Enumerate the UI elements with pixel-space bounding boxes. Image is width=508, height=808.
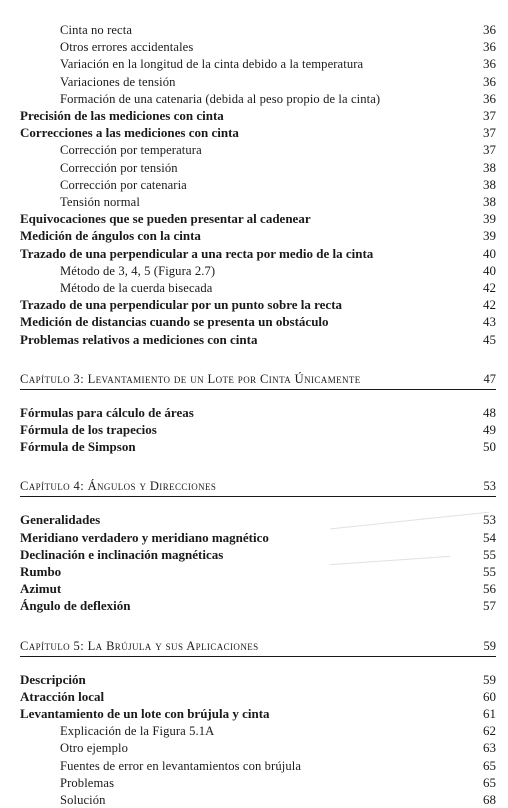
entry-page-number: 37 <box>483 142 496 158</box>
entry-page-number: 42 <box>483 280 496 295</box>
entry-title: Variaciones de tensión <box>60 74 176 89</box>
entry-title: Problemas relativos a mediciones con cinta <box>20 331 258 347</box>
entry-title: Azimut <box>20 581 62 597</box>
entry-page-number: 37 <box>483 108 496 123</box>
toc-subentry <box>20 263 496 279</box>
toc-subentry <box>20 775 496 791</box>
entry-page-number: 37 <box>483 125 496 141</box>
chapter-page-number: 47 <box>483 371 496 386</box>
toc-entry <box>20 332 496 348</box>
entry-title: Equivocaciones que se pueden presentar al cadenear <box>20 211 311 227</box>
toc-entry <box>20 125 496 141</box>
chapter-title: Capítulo 3: Levantamiento de un Lote por Cinta Únicamente <box>20 371 361 386</box>
entry-page-number: 56 <box>483 581 496 597</box>
entry-page-number: 50 <box>483 439 496 455</box>
entry-page-number: 36 <box>483 56 496 72</box>
entry-page-number: 54 <box>483 529 496 545</box>
toc-entry <box>20 689 496 705</box>
entry-page-number: 42 <box>483 297 496 313</box>
toc-entry <box>20 564 496 580</box>
entry-page-number: 36 <box>483 22 496 37</box>
entry-title: Otro ejemplo <box>60 741 128 756</box>
toc-subentry <box>20 142 496 158</box>
entry-title: Medición de distancias cuando se presenta un obstáculo <box>20 314 329 330</box>
entry-page-number: 68 <box>483 792 496 807</box>
toc-subentry <box>20 56 496 72</box>
chapter-heading <box>20 369 496 389</box>
chapter-heading <box>20 636 496 656</box>
toc-entry <box>20 297 496 313</box>
entry-page-number: 61 <box>483 706 496 721</box>
entry-page-number: 53 <box>483 512 496 528</box>
entry-page-number: 39 <box>483 211 496 227</box>
entry-page-number: 45 <box>483 331 496 347</box>
entry-page-number: 55 <box>483 546 496 562</box>
entry-page-number: 38 <box>483 159 496 175</box>
toc-entry <box>20 108 496 124</box>
entry-title: Fórmula de los trapecios <box>20 422 157 437</box>
entry-title: Meridiano verdadero y meridiano magnético <box>20 529 269 545</box>
entry-title: Corrección por catenaria <box>60 177 187 192</box>
entry-page-number: 36 <box>483 73 496 89</box>
entry-title: Medición de ángulos con la cinta <box>20 228 201 244</box>
entry-page-number: 48 <box>483 404 496 420</box>
toc-entry <box>20 706 496 722</box>
entry-page-number: 36 <box>483 39 496 55</box>
entry-page-number: 55 <box>483 564 496 579</box>
entry-title: Variación en la longitud de la cinta debido a la temperatura <box>60 57 364 72</box>
chapter-rule <box>20 389 496 390</box>
entry-page-number: 65 <box>483 774 496 790</box>
toc-subentry <box>20 39 496 55</box>
entry-page-number: 36 <box>483 90 496 106</box>
entry-title: Solución <box>60 793 106 807</box>
toc-subentry <box>20 740 496 756</box>
entry-title: Trazado de una perpendicular por un punto sobre la recta <box>20 297 343 313</box>
toc-entry <box>20 581 496 597</box>
entry-title: Problemas <box>60 775 115 790</box>
entry-title: Cinta no recta <box>60 23 133 37</box>
entry-page-number: 65 <box>483 757 496 773</box>
toc-subentry <box>20 177 496 193</box>
toc-entry <box>20 422 496 438</box>
entry-title: Método de 3, 4, 5 (Figura 2.7) <box>60 263 216 278</box>
toc-subentry <box>20 792 496 808</box>
entry-title: Precisión de las mediciones con cinta <box>20 108 224 123</box>
entry-title: Corrección por temperatura <box>60 143 202 158</box>
chapter-heading <box>20 476 496 496</box>
toc-entry <box>20 246 496 262</box>
entry-page-number: 57 <box>483 598 496 614</box>
entry-page-number: 59 <box>483 671 496 687</box>
entry-page-number: 39 <box>483 228 496 244</box>
entry-title: Formación de una catenaria (debida al peso propio de la cinta) <box>60 91 381 106</box>
entry-title: Fuentes de error en levantamientos con brújula <box>60 758 302 773</box>
entry-page-number: 60 <box>483 688 496 704</box>
entry-title: Trazado de una perpendicular a una recta por medio de la cinta <box>20 245 374 261</box>
entry-page-number: 49 <box>483 422 496 437</box>
toc-subentry <box>20 91 496 107</box>
chapter-title: Capítulo 4: Ángulos y Direcciones <box>20 479 217 494</box>
entry-title: Método de la cuerda bisecada <box>60 281 213 295</box>
entry-title: Rumbo <box>20 564 62 579</box>
entry-title: Otros errores accidentales <box>60 40 194 55</box>
entry-title: Explicación de la Figura 5.1A <box>60 724 215 739</box>
chapter-rule <box>20 656 496 657</box>
toc-entry <box>20 405 496 421</box>
toc-entry <box>20 672 496 688</box>
entry-title: Tensión normal <box>60 195 140 209</box>
entry-title: Declinación e inclinación magnéticas <box>20 546 224 562</box>
toc-entry <box>20 439 496 455</box>
chapter-page-number: 59 <box>483 638 496 653</box>
toc-subentry <box>20 723 496 739</box>
entry-page-number: 43 <box>483 314 496 330</box>
entry-page-number: 40 <box>483 262 496 278</box>
entry-page-number: 38 <box>483 194 496 209</box>
entry-title: Fórmulas para cálculo de áreas <box>20 404 194 420</box>
chapter-page-number: 53 <box>483 479 496 494</box>
toc-subentry <box>20 74 496 90</box>
toc-entry <box>20 211 496 227</box>
toc-entry <box>20 547 496 563</box>
entry-title: Fórmula de Simpson <box>20 439 136 455</box>
entry-page-number: 38 <box>483 176 496 192</box>
chapter-rule <box>20 496 496 497</box>
entry-title: Generalidades <box>20 512 101 528</box>
entry-title: Correcciones a las mediciones con cinta <box>20 125 239 141</box>
toc-subentry <box>20 280 496 296</box>
entry-title: Descripción <box>20 671 86 687</box>
entry-title: Levantamiento de un lote con brújula y cinta <box>20 706 270 721</box>
toc-entry <box>20 314 496 330</box>
toc-subentry <box>20 758 496 774</box>
toc-entry <box>20 530 496 546</box>
chapter-title: Capítulo 5: La Brújula y sus Aplicaciones <box>20 638 259 653</box>
toc-entry <box>20 598 496 614</box>
toc-entry <box>20 512 496 528</box>
entry-title: Atracción local <box>20 688 105 704</box>
toc-subentry <box>20 22 496 38</box>
entry-title: Corrección por tensión <box>60 160 178 175</box>
entry-page-number: 63 <box>483 740 496 756</box>
toc-entry <box>20 228 496 244</box>
toc-subentry <box>20 194 496 210</box>
entry-page-number: 40 <box>483 245 496 261</box>
entry-title: Ángulo de deflexión <box>20 598 131 614</box>
toc-subentry <box>20 160 496 176</box>
entry-page-number: 62 <box>483 723 496 739</box>
